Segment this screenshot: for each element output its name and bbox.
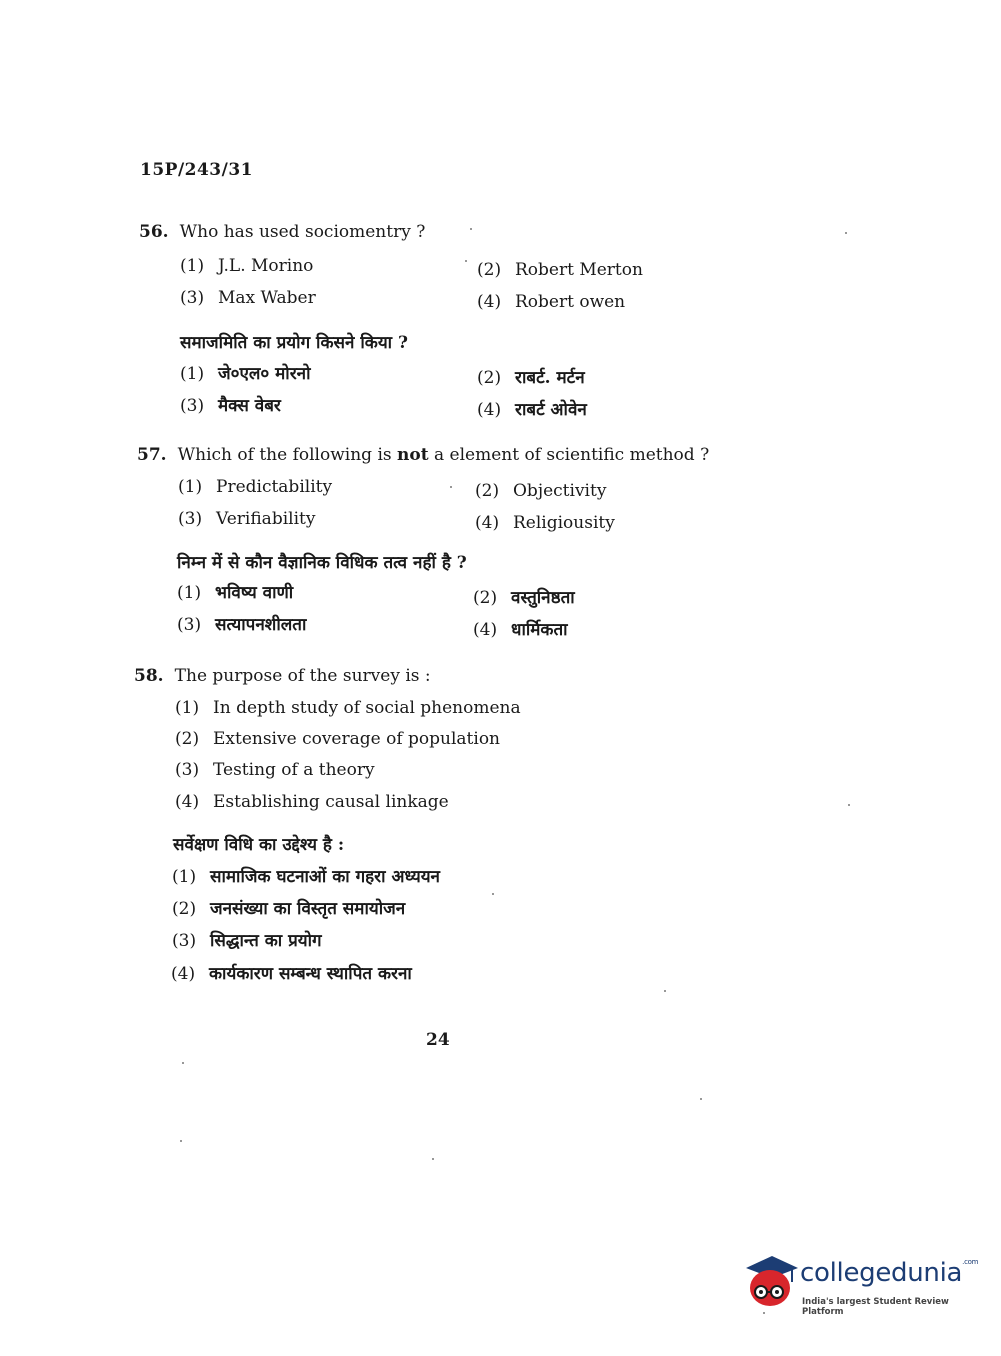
option-hi-3: (3) सिद्धान्त का प्रयोग xyxy=(172,931,322,951)
mascot-icon xyxy=(742,1250,798,1316)
scan-speck xyxy=(182,1062,184,1064)
question-text-hi: सर्वेक्षण विधि का उद्देश्य है : xyxy=(173,835,345,855)
scan-speck xyxy=(664,990,666,992)
option-en-1: (1) J.L. Morino xyxy=(180,256,314,276)
option-hi-4: (4) कार्यकारण सम्बन्ध स्थापित करना xyxy=(171,964,412,984)
scan-speck xyxy=(492,893,494,895)
option-en-2: (2) Robert Merton xyxy=(477,260,643,280)
paper-code: 15P/243/31 xyxy=(140,160,254,180)
scan-speck xyxy=(450,486,452,488)
collegedunia-logo xyxy=(742,1250,979,1320)
question-number: 57. xyxy=(137,445,167,465)
scan-speck xyxy=(465,260,467,262)
option-en-3: (3) Verifiability xyxy=(178,509,316,529)
option-hi-2: (2) जनसंख्या का विस्तृत समायोजन xyxy=(172,899,406,919)
scan-speck xyxy=(848,804,850,806)
option-en-4: (4) Establishing causal linkage xyxy=(175,792,449,812)
option-hi-4: (4) धार्मिकता xyxy=(473,620,568,640)
option-en-1: (1) In depth study of social phenomena xyxy=(175,698,521,718)
option-hi-2: (2) वस्तुनिष्ठता xyxy=(473,588,575,608)
question-text-en: Who has used sociomentry ? xyxy=(179,222,426,242)
option-en-4: (4) Religiousity xyxy=(475,513,615,533)
option-hi-1: (1) भविष्य वाणी xyxy=(177,583,294,603)
logo-tagline: India's largest Student Review Platform xyxy=(802,1297,949,1317)
scan-speck xyxy=(180,1140,182,1142)
question-number: 56. xyxy=(139,222,169,242)
logo-wordmark: collegedunia$^{.com}$ xyxy=(800,1258,979,1288)
option-en-3: (3) Testing of a theory xyxy=(175,760,375,780)
question-text-hi: निम्न में से कौन वैज्ञानिक विधिक तत्व नहीं है ? xyxy=(177,553,467,573)
scan-speck xyxy=(700,1098,702,1100)
scan-speck xyxy=(470,228,472,230)
option-hi-2: (2) राबर्ट. मर्टन xyxy=(477,368,585,388)
page-number: 24 xyxy=(426,1030,450,1050)
question-text-hi: समाजमिति का प्रयोग किसने किया ? xyxy=(180,333,408,353)
option-hi-1: (1) सामाजिक घटनाओं का गहरा अध्ययन xyxy=(172,867,440,887)
option-en-2: (2) Extensive coverage of population xyxy=(175,729,500,749)
option-en-3: (3) Max Waber xyxy=(180,288,316,308)
option-en-2: (2) Objectivity xyxy=(475,481,607,501)
scan-speck xyxy=(845,232,847,234)
option-hi-1: (1) जे०एल० मोरनो xyxy=(180,364,311,384)
option-hi-3: (3) मैक्स वेबर xyxy=(180,396,281,416)
question-number: 58. xyxy=(134,666,164,686)
question-text-en: The purpose of the survey is : xyxy=(174,666,431,686)
scan-speck xyxy=(432,1158,434,1160)
option-en-1: (1) Predictability xyxy=(178,477,333,497)
option-hi-3: (3) सत्यापनशीलता xyxy=(177,615,307,635)
question-text-en: Which of the following is not a element of scientific method ? xyxy=(177,445,710,465)
option-en-4: (4) Robert owen xyxy=(477,292,626,312)
option-hi-4: (4) राबर्ट ओवेन xyxy=(477,400,587,420)
